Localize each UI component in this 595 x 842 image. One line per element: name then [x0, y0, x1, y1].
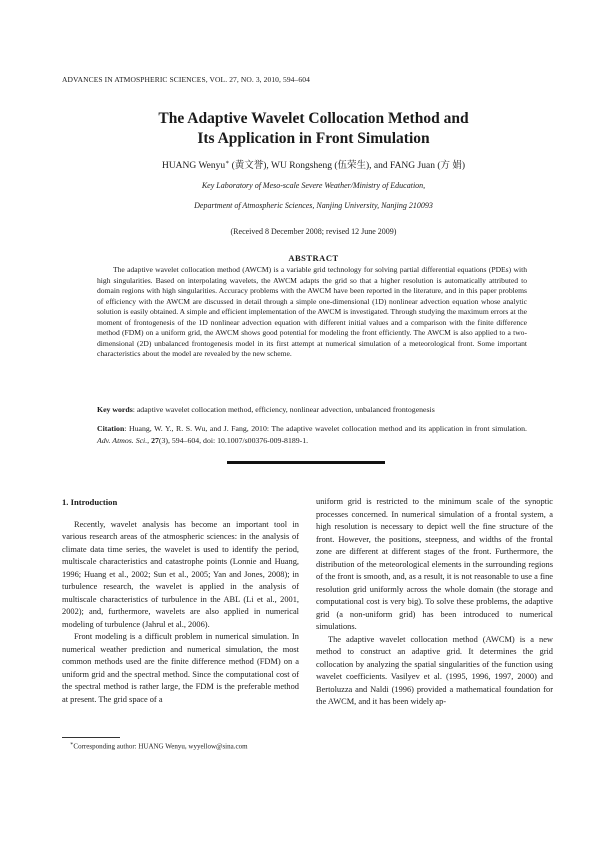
- title-line-1: The Adaptive Wavelet Collocation Method and: [158, 110, 469, 127]
- title-line-2: Its Application in Front Simulation: [197, 130, 430, 147]
- author-1: HUANG Wenyu: [161, 161, 226, 171]
- footnote-mark: ∗: [70, 742, 74, 747]
- right-column: [316, 496, 553, 709]
- received-dates: (Received 8 December 2008; revised 12 June 2009): [230, 227, 397, 236]
- paragraph: Front modeling is a difficult problem in numerical simulation. In numerical weather prediction and numerical simulation, the most common methods used are the finite difference method (FDM) on a uniform grid and the spectral method. Since the computational cost of the spectral method is rather large, the FDM is the preferable method at present. The grid space of a: [62, 632, 299, 704]
- authors-2-3: WU Rongsheng (伍荣生), and FANG Juan (方 娟): [271, 161, 466, 171]
- citation: [97, 423, 527, 447]
- section-divider: [227, 461, 385, 464]
- citation-journal: Adv. Atmos. Sci.: [97, 436, 148, 445]
- paragraph: Recently, wavelet analysis has become an important tool in various research areas of the atmospheric sciences: in the analysis of climate data time series, the wavelet is used to identify the period, multiscale characteristics and catastrophe points (Lonnie and Huang, 1996; Huang et al., 2002; Sun et al., 2005; Yan and Jones, 2008); in turbulence research, the wavelet is applied in the analysis of multiscale characteristics of turbulence in the ABL (Li et al., 2001, 2002); and, furthermore, wavelets are also applied in numerical modeling of turbulence (Jahrul et al., 2006).: [62, 519, 299, 629]
- paragraph: uniform grid is restricted to the minimum scale of the synoptic processes concerned. In numerical simulation of a frontal system, a high resolution is necessary to depict well the fine structure of the front. However, the positions, steepness, and widths of the frontal zone are different at different stages of the front. Furthermore, the distribution of the meteorological elements in the surrounding regions of the front is smooth, and, as a result, it is not reasonable to use a fine resolution grid uniformly across the whole domain (the storage and computational cost is very big). To solve these problems, the adaptive grid (a non-uniform grid) has been introduced to numerical simulations.: [316, 497, 553, 631]
- left-column: [62, 496, 299, 706]
- citation-volume: 27: [151, 436, 159, 445]
- affiliation-line-2: Department of Atmospheric Sciences, Nanjing University, Nanjing 210093: [194, 201, 433, 210]
- keywords-label: Key words: [97, 405, 133, 414]
- citation-text-2: (3), 594–604, doi: 10.1007/s00376-009-8189-1.: [158, 436, 309, 445]
- author-list: [60, 157, 567, 171]
- footnote-rule: [62, 737, 120, 738]
- paragraph: The adaptive wavelet collocation method (AWCM) is a new method to construct an adaptive grid. It determines the grid collocation by analyzing the spatial singularities of the function using wavelet coefficients. Vasilyev et al. (1995, 1996, 1997, 2000) and Bertoluzza and Naldi (1996) provided a mathematical foundation for the AWCM, and it has been widely ap-: [316, 634, 553, 706]
- paper-title: [60, 109, 567, 149]
- author-1-chinese: (黄文誉),: [229, 161, 271, 171]
- affiliation-line-1: Key Laboratory of Meso-scale Severe Weather/Ministry of Education,: [201, 181, 426, 190]
- abstract-heading: ABSTRACT: [288, 253, 339, 263]
- footnote: [70, 741, 248, 750]
- section-heading: 1. Introduction: [62, 497, 118, 507]
- journal-header: ADVANCES IN ATMOSPHERIC SCIENCES, VOL. 27, NO. 3, 2010, 594–604: [62, 75, 310, 84]
- citation-label: Citation: [97, 424, 125, 433]
- keywords-text: : adaptive wavelet collocation method, efficiency, nonlinear advection, unbalanced frontogenesis: [132, 405, 435, 414]
- citation-sep: ,: [147, 436, 152, 445]
- keywords: [97, 405, 527, 416]
- citation-text-1: : Huang, W. Y., R. S. Wu, and J. Fang, 2010: The adaptive wavelet collocation method and its application in front simulation.: [124, 424, 527, 433]
- footnote-text: Corresponding author: HUANG Wenyu, wyyellow@sina.com: [73, 742, 248, 751]
- corresponding-mark: ∗: [225, 159, 230, 166]
- abstract-body: The adaptive wavelet collocation method (AWCM) is a variable grid technology for solving partial differential equations (PDEs) with high singularities. Based on interpolating wavelets, the AWCM adapts the grid so that a higher resolution is automatically attributed to domain regions with high singularities. Accuracy problems with the AWCM have been reported in the literature, and in this paper problems of efficiency with the AWCM are discussed in detail through a simple one-dimensional (1D) nonlinear advection equation whose analytic solution is easily obtained. A simple and efficient implementation of the AWCM is investigated. Through studying the maximum errors at the moment of frontogenesis of the 1D nonlinear advection equation with different initial values and a comparison with the finite difference method (FDM) on a uniform grid, the AWCM shows good potential for modeling the front efficiently. The AWCM is also applied to a two-dimensional (2D) unbalanced frontogenesis model in its first attempt at numerical simulation of a meteorological front. Some important characteristics about the model are revealed by the new scheme.: [97, 265, 527, 358]
